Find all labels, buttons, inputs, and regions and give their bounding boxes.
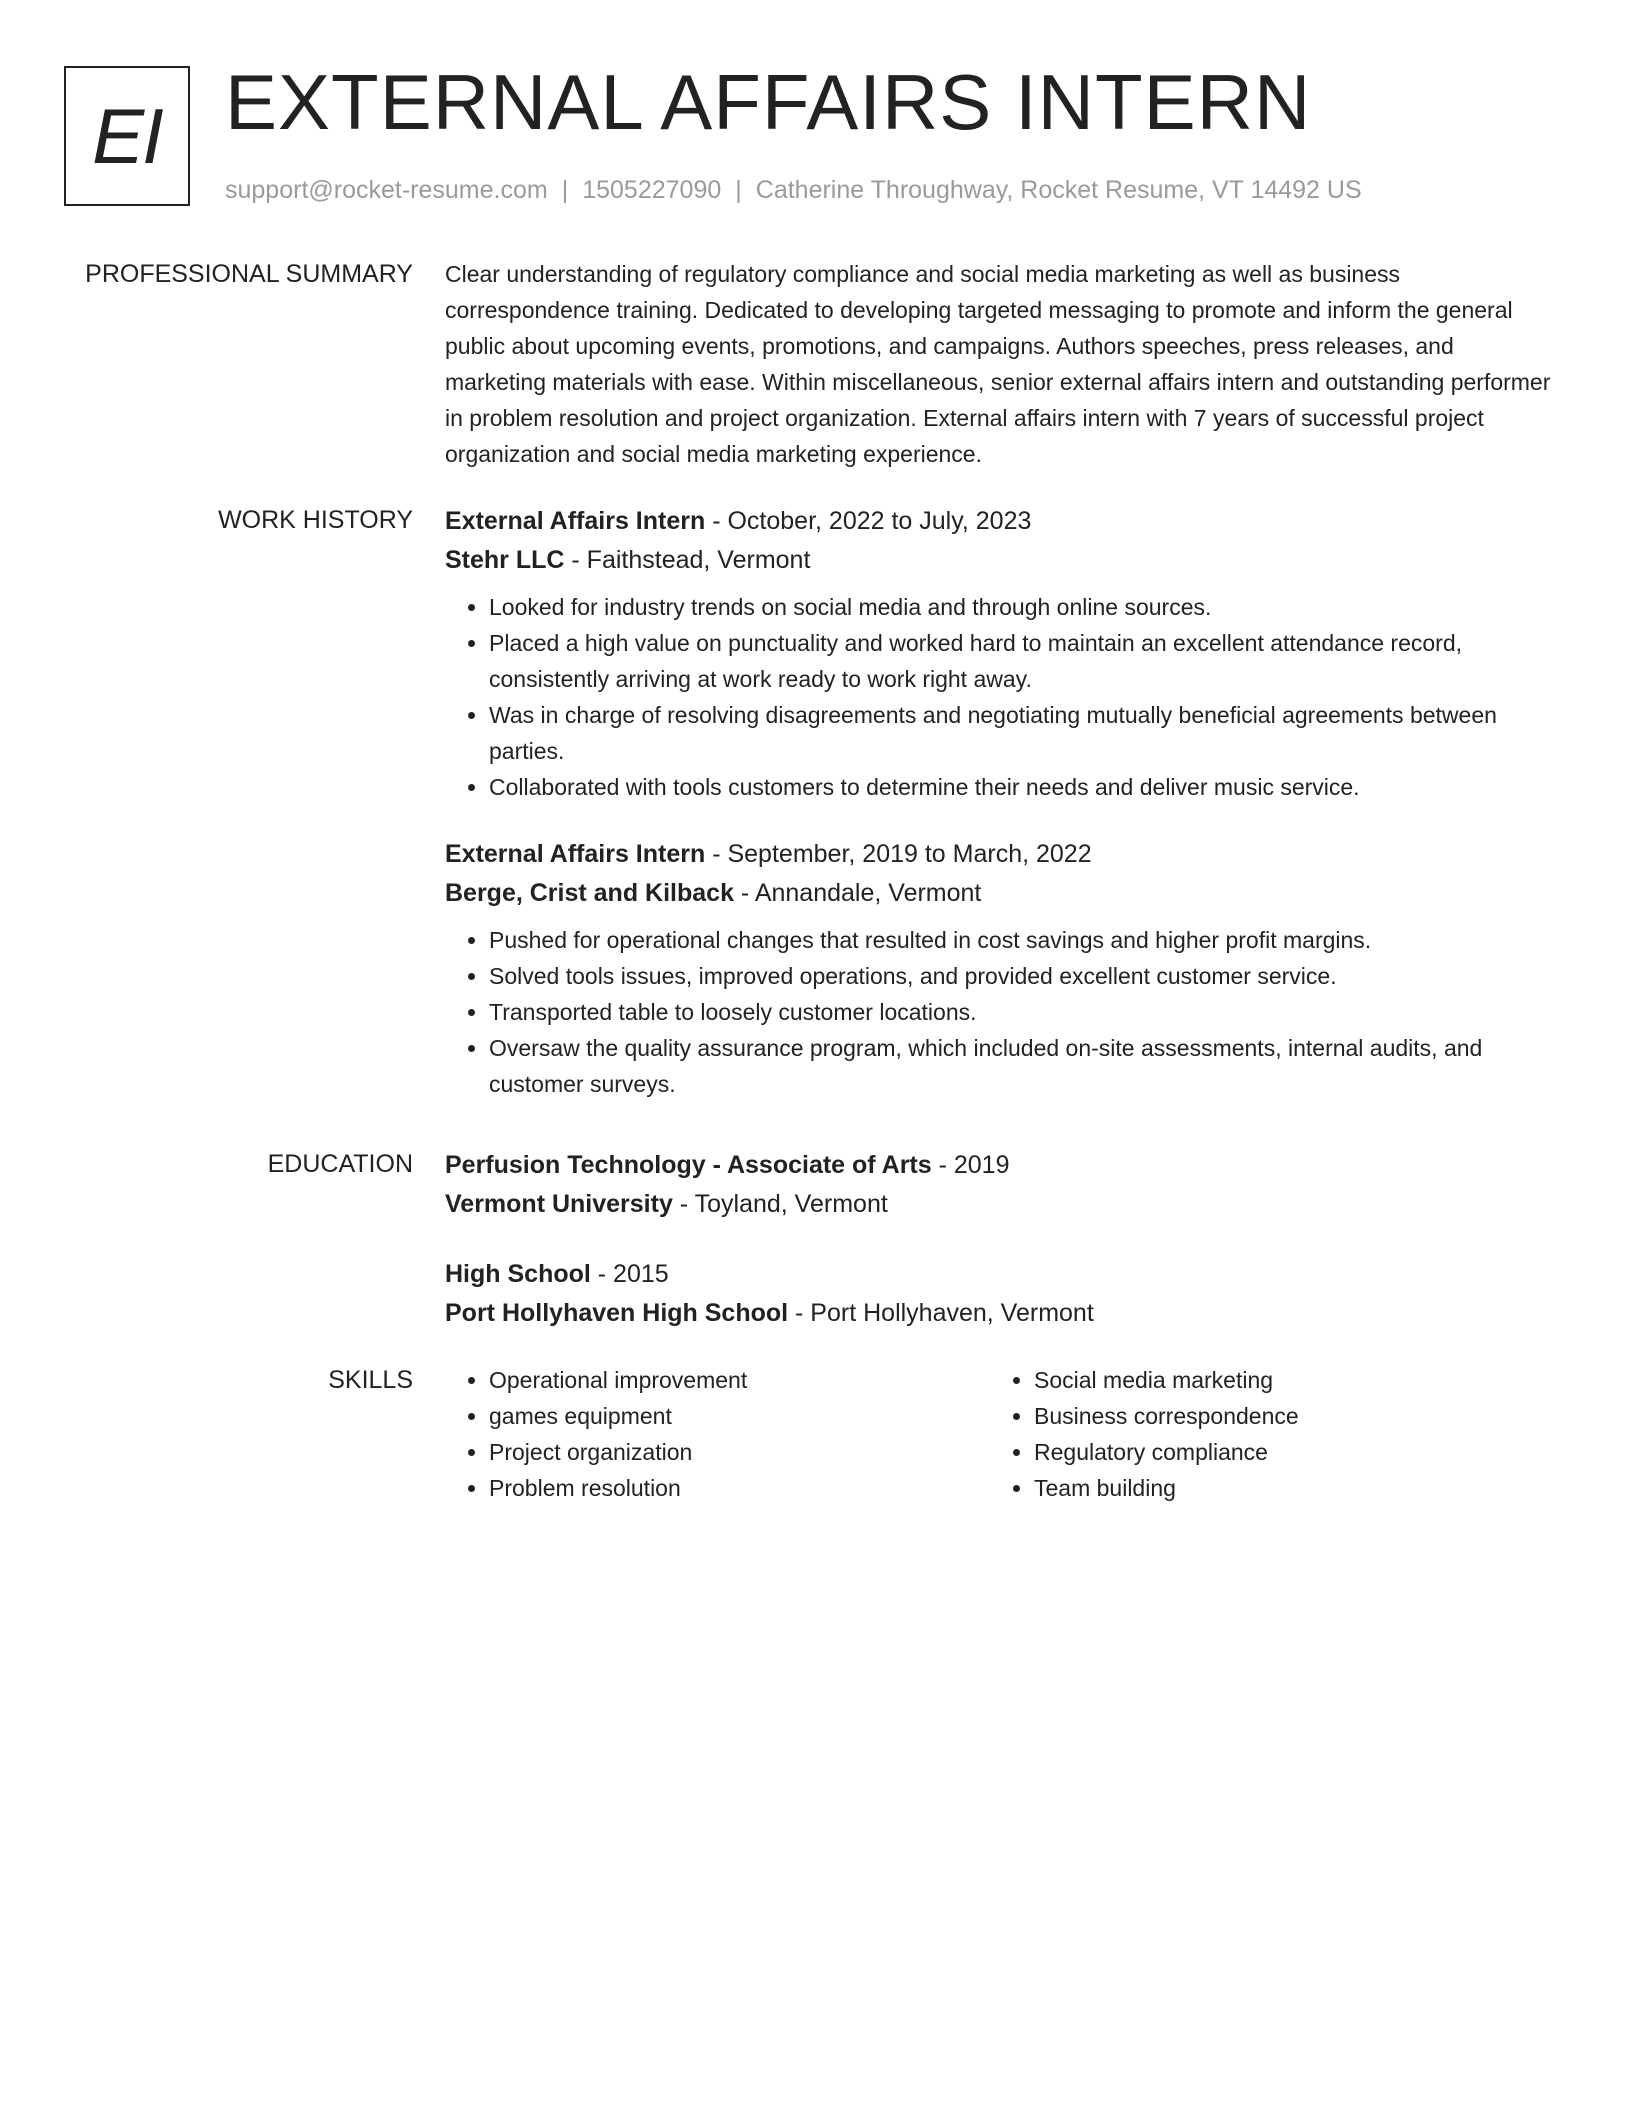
job-dates: - September, 2019 to March, 2022 bbox=[705, 840, 1092, 868]
education-entry bbox=[445, 1146, 1555, 1224]
job-dates: - October, 2022 to July, 2023 bbox=[705, 507, 1032, 535]
section-label-summary: PROFESSIONAL SUMMARY bbox=[85, 260, 413, 288]
job-title: External Affairs Intern bbox=[445, 840, 706, 868]
job-entry bbox=[445, 502, 1555, 805]
monogram-logo: EI bbox=[64, 66, 190, 206]
education-degree: High School bbox=[445, 1260, 591, 1288]
skill-item: • Team building bbox=[1034, 1470, 1530, 1506]
job-company-line bbox=[445, 874, 1555, 913]
skill-item: • Regulatory compliance bbox=[1034, 1434, 1530, 1470]
skill-item: • Business correspondence bbox=[1034, 1398, 1530, 1434]
skill-item: • Project organization bbox=[489, 1434, 985, 1470]
job-bullet: • Pushed for operational changes that resulted in cost savings and higher profit margins. bbox=[489, 922, 1555, 958]
skill-item: • Problem resolution bbox=[489, 1470, 985, 1506]
summary-text: Clear understanding of regulatory compliance and social media marketing as well as business correspondence training. Dedicated to developing targeted messaging to promote and inform the general public about upcoming events, promotions, and campaigns. Authors speeches, press releases, and marketing materials with ease. Within miscellaneous, senior external affairs intern and outstanding performer in problem resolution and project organization. External affairs intern with 7 years of successful project organization and social media marketing experience. bbox=[445, 261, 1551, 467]
skill-item: • games equipment bbox=[489, 1398, 985, 1434]
education-school-line bbox=[445, 1185, 1555, 1224]
contact-address: Catherine Throughway, Rocket Resume, VT 14492 US bbox=[755, 176, 1362, 204]
job-bullet: • Solved tools issues, improved operations, and provided excellent customer service. bbox=[489, 958, 1555, 994]
education-school: Port Hollyhaven High School bbox=[445, 1299, 789, 1327]
section-label-education: EDUCATION bbox=[267, 1150, 413, 1178]
job-bullet: • Transported table to loosely customer locations. bbox=[489, 994, 1555, 1030]
job-location: - Annandale, Vermont bbox=[733, 879, 982, 907]
job-company: Berge, Crist and Kilback bbox=[445, 879, 734, 907]
contact-line bbox=[225, 172, 1362, 208]
job-bullet: • Was in charge of resolving disagreements and negotiating mutually beneficial agreements between parties. bbox=[489, 697, 1555, 769]
contact-phone: 1505227090 bbox=[582, 176, 722, 204]
job-bullet: • Placed a high value on punctuality and worked hard to maintain an excellent attendance record, consistently arriving at work ready to work right away. bbox=[489, 625, 1555, 697]
job-company: Stehr LLC bbox=[445, 546, 565, 574]
education-degree-line bbox=[445, 1255, 1555, 1294]
job-company-line bbox=[445, 541, 1555, 580]
job-bullet: • Looked for industry trends on social media and through online sources. bbox=[489, 589, 1555, 625]
education-location: - Toyland, Vermont bbox=[672, 1190, 888, 1218]
job-bullets bbox=[445, 922, 1555, 1102]
job-title-line bbox=[445, 502, 1555, 541]
section-label-work-history: WORK HISTORY bbox=[218, 506, 413, 534]
job-bullet: • Oversaw the quality assurance program, which included on-site assessments, internal audits, and customer surveys. bbox=[489, 1030, 1555, 1102]
job-bullets bbox=[445, 589, 1555, 805]
skill-item: • Social media marketing bbox=[1034, 1362, 1530, 1398]
contact-email: support@rocket-resume.com bbox=[225, 176, 548, 204]
education-location: - Port Hollyhaven, Vermont bbox=[788, 1299, 1094, 1327]
education-year: - 2015 bbox=[590, 1260, 669, 1288]
skill-item: • Operational improvement bbox=[489, 1362, 985, 1398]
education-degree-line bbox=[445, 1146, 1555, 1185]
section-label-skills: SKILLS bbox=[328, 1366, 413, 1394]
job-bullet: • Collaborated with tools customers to determine their needs and deliver music service. bbox=[489, 769, 1555, 805]
job-title: External Affairs Intern bbox=[445, 507, 706, 535]
skills-column-right bbox=[990, 1362, 1530, 1506]
education-entry bbox=[445, 1255, 1555, 1333]
job-entry bbox=[445, 835, 1555, 1102]
contact-separator: | bbox=[561, 176, 569, 204]
contact-separator: | bbox=[735, 176, 742, 204]
education-school-line bbox=[445, 1294, 1555, 1333]
resume-title: EXTERNAL AFFAIRS INTERN bbox=[225, 58, 1312, 146]
skills-column-left bbox=[445, 1362, 985, 1506]
job-title-line bbox=[445, 835, 1555, 874]
education-school: Vermont University bbox=[445, 1190, 673, 1218]
education-year: - 2019 bbox=[931, 1151, 1010, 1179]
education-degree: Perfusion Technology - Associate of Arts bbox=[445, 1151, 932, 1179]
job-location: - Faithstead, Vermont bbox=[564, 546, 811, 574]
